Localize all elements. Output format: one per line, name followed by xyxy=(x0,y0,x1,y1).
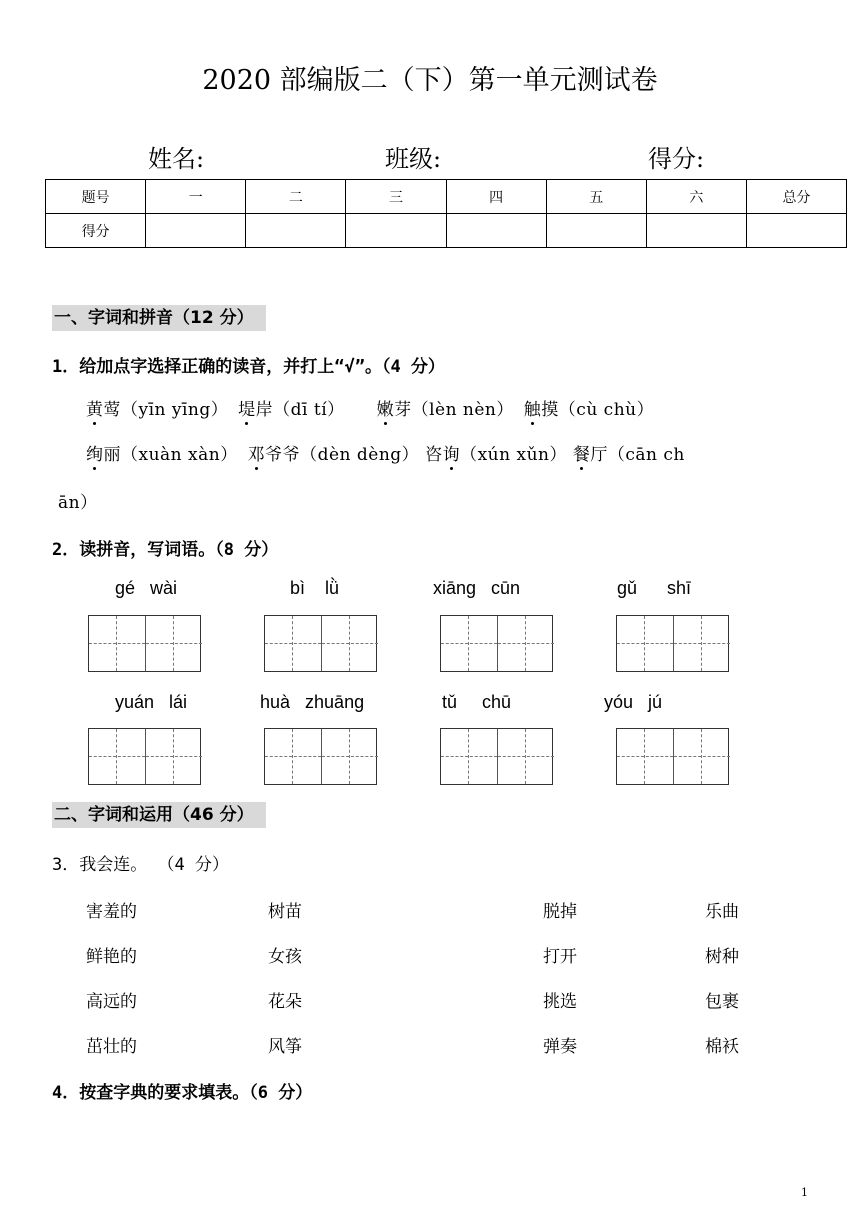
dotted-char: 嫩 xyxy=(376,400,395,420)
score-table-header-cell: 六 xyxy=(646,180,746,214)
score-entry-cell[interactable] xyxy=(546,214,646,248)
match-word[interactable]: 鲜艳的 xyxy=(86,947,137,967)
match-word[interactable]: 树种 xyxy=(705,947,739,967)
name-label: 姓名: xyxy=(148,145,205,173)
match-word[interactable]: 乐曲 xyxy=(705,902,739,922)
score-entry-cell[interactable] xyxy=(246,214,346,248)
score-table xyxy=(45,179,847,248)
match-word[interactable]: 脱掉 xyxy=(543,902,577,922)
pinyin-label: yuán lái xyxy=(115,692,188,712)
q1-item xyxy=(86,400,228,420)
score-entry-cell[interactable] xyxy=(346,214,446,248)
q1-item-text: 岸（dī tí） xyxy=(255,400,345,420)
q1-item xyxy=(377,400,514,420)
pinyin-label: yóu jú xyxy=(604,692,663,712)
student-info-row xyxy=(0,139,860,175)
writing-grid-box[interactable] xyxy=(616,728,729,785)
match-word[interactable]: 女孩 xyxy=(268,947,302,967)
match-word[interactable]: 害羞的 xyxy=(86,902,137,922)
score-table-header-cell: 五 xyxy=(546,180,646,214)
pinyin-label: gǔ shī xyxy=(617,578,692,598)
match-word[interactable]: 打开 xyxy=(543,947,577,967)
dotted-char: 询 xyxy=(442,445,461,465)
q1-item xyxy=(86,445,238,465)
match-word[interactable]: 茁壮的 xyxy=(86,1037,137,1057)
page-title: 2020 部编版二（下）第一单元测试卷 xyxy=(202,65,658,96)
page-number: 1 xyxy=(801,1186,808,1199)
score-entry-cell[interactable] xyxy=(446,214,546,248)
writing-grid-box[interactable] xyxy=(616,615,729,672)
q1-line-3: ān） xyxy=(58,493,98,513)
q1-item-text: 摸（cù chù） xyxy=(541,400,655,420)
q1-item xyxy=(524,400,654,420)
match-word[interactable]: 挑选 xyxy=(543,992,577,1012)
dotted-char: 绚 xyxy=(86,445,104,465)
q1-item xyxy=(248,445,420,465)
score-entry-cell[interactable] xyxy=(146,214,246,248)
q1-item xyxy=(238,400,345,420)
score-table-header-cell: 一 xyxy=(146,180,246,214)
q1-item-text: 丽（xuàn xàn） xyxy=(103,445,238,465)
score-table-header-cell: 三 xyxy=(346,180,446,214)
writing-grid-box[interactable] xyxy=(88,728,201,785)
match-word[interactable]: 棉袄 xyxy=(705,1037,739,1057)
q1-line-2 xyxy=(86,440,685,465)
score-table-header-cell: 题号 xyxy=(46,180,146,214)
section-heading-2: 二、字词和运用（46 分） xyxy=(52,802,266,828)
pinyin-label: huà zhuāng xyxy=(260,692,365,712)
q1-item-text: （xún xǔn） xyxy=(460,445,567,465)
dotted-char: 餐 xyxy=(572,445,591,465)
match-word[interactable]: 花朵 xyxy=(268,992,302,1012)
q1-item-text: 爷爷（dèn dèng） xyxy=(265,445,420,465)
question-1-title: 1．给加点字选择正确的读音，并打上“√”。（4 分） xyxy=(52,357,445,377)
match-word[interactable]: 树苗 xyxy=(268,902,302,922)
q1-item-text: 莺（yīn yīng） xyxy=(103,400,229,420)
section-heading-1: 一、字词和拼音（12 分） xyxy=(52,305,266,331)
question-2-title: 2．读拼音，写词语。（8 分） xyxy=(52,540,279,560)
writing-grid-box[interactable] xyxy=(440,615,553,672)
q1-item-text: 芽（lèn nèn） xyxy=(394,400,514,420)
pinyin-label: xiāng cūn xyxy=(433,578,521,598)
score-table-header-row xyxy=(46,180,847,214)
score-table-row-label: 得分 xyxy=(46,214,146,248)
writing-grid-box[interactable] xyxy=(264,615,377,672)
q1-item xyxy=(573,445,685,465)
class-label: 班级: xyxy=(385,145,442,173)
match-word[interactable]: 风筝 xyxy=(268,1037,302,1057)
score-label: 得分: xyxy=(648,145,705,173)
q1-line-1 xyxy=(86,395,654,420)
q1-item-text: 厅（cān ch xyxy=(590,445,685,465)
dotted-char: 邓 xyxy=(247,445,266,465)
score-table-score-row xyxy=(46,214,847,248)
match-word[interactable]: 弹奏 xyxy=(543,1037,577,1057)
score-entry-cell[interactable] xyxy=(646,214,746,248)
dotted-char: 堤 xyxy=(238,400,256,420)
pinyin-label: bì lǜ xyxy=(290,578,340,598)
writing-grid-box[interactable] xyxy=(264,728,377,785)
score-table-header-cell: 总分 xyxy=(746,180,846,214)
pinyin-label: gé wài xyxy=(115,578,178,598)
pinyin-label: tǔ chū xyxy=(442,692,512,712)
dotted-char: 触 xyxy=(523,400,542,420)
match-word[interactable]: 高远的 xyxy=(86,992,137,1012)
question-3-title: 3．我会连。 （4 分） xyxy=(52,855,229,875)
score-table-header-cell: 四 xyxy=(446,180,546,214)
score-entry-cell[interactable] xyxy=(746,214,846,248)
q1-item-text: 咨 xyxy=(425,445,443,465)
writing-grid-box[interactable] xyxy=(88,615,201,672)
dotted-char: 黄 xyxy=(86,400,104,420)
question-4-title: 4．按查字典的要求填表。（6 分） xyxy=(52,1083,313,1103)
score-table-header-cell: 二 xyxy=(246,180,346,214)
writing-grid-box[interactable] xyxy=(440,728,553,785)
q1-item xyxy=(425,445,567,465)
match-word[interactable]: 包裹 xyxy=(705,992,739,1012)
